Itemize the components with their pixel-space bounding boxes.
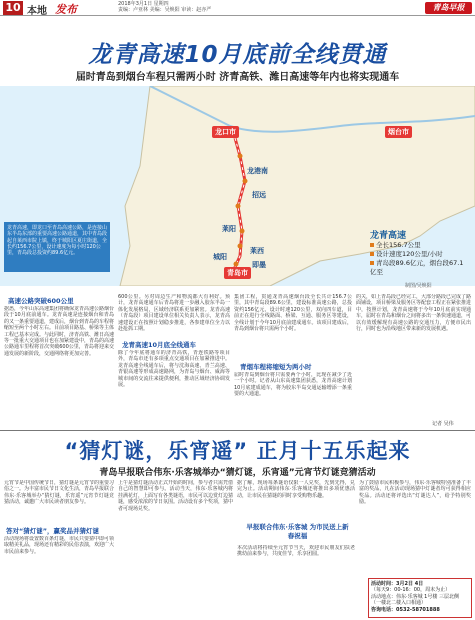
event-phone: 咨询电话：0532-58701888 xyxy=(371,606,440,613)
article-column: 元宵节是中国传统节日，猜灯谜是元宵节的重要习俗之一。为丰富市民节日文化生活，青岛早报联合伟东·乐客城举办“猜灯谜，乐宵遥”元宵节灯谜竞猜活动，诚邀广大市民读者朋友参与。 xyxy=(4,480,114,506)
subheading: 早报联合伟东·乐客城 为市民送上新春祝福 xyxy=(246,523,349,540)
header-proof: 审读：赵亦严 xyxy=(181,7,212,13)
city-label-qingdao: 青岛市 xyxy=(224,267,251,279)
divider xyxy=(0,430,475,431)
event-info-box xyxy=(368,578,472,618)
article-column: 据悉，今年山东高速集团将确保龙青高速公路烟台段于10月底前通车。龙青高速是连接烟台和青岛的又一条重要通道，建成后，烟台到青岛的车程将缩短至两个小时左右。目前项目路基、桥梁等主体工程已基本完成。与此同时，济青高铁、潍日高速等一批重大交通项目也在加紧建设中，青岛的高速公路通车里程将首次突破600公里，青岛将迎来交通发展的新阶段，交通网络将更加完善。 xyxy=(4,306,114,357)
town-dot xyxy=(243,179,248,184)
bullet-icon xyxy=(370,243,374,247)
town-dot xyxy=(236,204,241,209)
newspaper-logo: 青岛早报 xyxy=(425,2,472,14)
main-headline: 龙青高速10月底前全线贯通 xyxy=(88,42,387,68)
event-time: 活动时间：3月2日 4日 xyxy=(371,581,424,587)
article-column: 集团工程，贯通龙青高速烟台段全长共计156.7公里，其中青岛段89.6公里，建设标准高速公路，总投资约156亿元，设计时速120公里，双向四车道，目前正在进行全线路面、桥梁、互通、服务区等建设，全线计划于今年10月底前建成通车。该项目建成后，青岛到烟台将只需两个小时。 xyxy=(234,294,352,333)
second-subhead: 青岛早报联合伟东·乐客城举办“猜灯谜，乐宵遥”元宵节灯谜竞猜活动 xyxy=(99,468,376,478)
town-label: 莱阳 xyxy=(222,225,236,233)
header-date: 2018年3月1日 星期四 xyxy=(118,1,169,7)
map-caption: 制图/吴焕阳 xyxy=(405,283,432,289)
town-label: 即墨 xyxy=(252,261,266,269)
town-label: 城阳 xyxy=(213,253,227,261)
town-label: 莱西 xyxy=(250,247,264,255)
main-subhead: 届时青岛到烟台车程只需两小时 济青高铁、潍日高速等年内也将实现通车 xyxy=(75,72,400,83)
town-dot xyxy=(240,229,245,234)
info-row: 设计速度120公里/小时 xyxy=(370,250,468,259)
event-place: 活动地点：伟东·乐客城 1号楼 三层北侧 xyxy=(371,593,459,600)
second-headline: “猜灯谜，乐宵遥” 正月十五乐起来 xyxy=(64,439,411,463)
article-column: 为了鼓励市民积极参与，伟东·乐客城特别准备了丰富的奖品，凡在活动现场猜中灯谜者均可获得相应奖品。活动还将评选出“灯谜达人”，给予特别奖励。 xyxy=(359,480,471,506)
city-label-yantai: 烟台市 xyxy=(385,126,412,138)
info-row: 青岛段89.6亿元，烟台段67.1亿至 xyxy=(370,259,464,276)
highway-info-box xyxy=(370,228,468,282)
town-label: 招远 xyxy=(252,191,266,199)
event-time-note: （每天9：00-16：00，周末为止） xyxy=(371,587,451,594)
article-column: 届时青岛到烟台将只需要两个小时，比现在减少了近一个小时。记者从山东高速集团获悉，龙青高速计划10月底建成通车，将为胶东半岛交通运输增添一条重要的大通道。 xyxy=(234,372,352,398)
map-left-note: 龙青高速，即龙口至青岛高速公路，是连接山东半岛东部的重要高速公路通道，其中青岛段起自莱西市院上镇，终于城阳区夏庄街道，全长约156.7公里，设计速度为每小时120公里，青岛段总投资约89.6亿元。 xyxy=(4,222,110,272)
event-place-note: （一楼北二楼入口相通） xyxy=(371,600,427,607)
byline: 记者 吴伟 xyxy=(432,421,454,427)
header-info xyxy=(118,1,211,13)
article-column: 本次活动将持续至元宵节当天，欢迎市民朋友们扶老携幼前来参与，共度佳节，乐享团圆。 xyxy=(237,545,355,558)
article-column: 除了今年底将通车的济青高铁，青连铁路等项目外，青岛市还有多项重点交通项目在加紧推进中。龙青高速全线通车后，将与沈海高速、青兰高速、青银高速等形成高速路网，为青岛与烟台、威海等城市间的交流往来提供便利，推动区域经济协调发展。 xyxy=(118,350,230,389)
info-row: 全长156.7公里 xyxy=(370,241,468,250)
town-label: 龙港南 xyxy=(247,167,268,175)
subheading: 青烟车程将缩短为两小时 xyxy=(240,363,312,371)
section-name: 本地 xyxy=(27,6,47,17)
bullet-icon xyxy=(370,261,374,265)
article-column: 600公里。另对周边生产和物流都大有利好。预计，龙青高速通车后青岛将进一步融入胶东半岛一体化发展格局，区域经济联系更加紧密。龙青高速（青岛段）项目建设单位相关负责人表示，龙青高速建设正在按照计划稳步推进，各参建单位全力以赴抢抓工期。 xyxy=(118,294,230,333)
article-column: 活动现场将设置数百条灯谜，市民只要猜中即可领取精美礼品，现场还有精彩的民俗表演，欢迎广大市民前来参与。 xyxy=(4,536,114,555)
section-highlight: 发布 xyxy=(55,3,77,16)
subheading: 答对“猜灯谜”，赢奖品并猜灯谜 xyxy=(6,527,100,535)
bullet-icon xyxy=(370,252,374,256)
article-column: 上午是猜灯谜活动正式开始的时间，参与者只需凭借自己的智慧即可参与。活动当天，伟东·乐客城内将挂满花灯，上面写有各类谜语，市民可以边赏灯边猜谜，感受浓浓的节日氛围。活动设有多个奖项，猜中者可现场兑奖。 xyxy=(118,480,233,512)
subheading: 高速公路突破600公里 xyxy=(8,297,74,305)
city-label-longkou: 龙口市 xyxy=(212,126,239,138)
town-dot xyxy=(238,154,243,159)
article-column: 的关，如上青岛段已经完工，大部分路段已完成了路面铺设，项目桥梁及服务区等配套工程正在紧张推进中，按照计划，龙青高速将于今年10月底前实现通车，届时在青岛和烟台之间将多出一条快速通道，可以有效缓解现有高速公路的交通压力，方便市民出行，同时也为沿线地区带来新的发展机遇。 xyxy=(356,294,471,333)
subheading: 龙青高速10月底全线通车 xyxy=(122,341,197,349)
page-number: 10 xyxy=(3,1,23,15)
header-editor: 责编：卢亚林 美编：吴焕阳 xyxy=(118,7,180,13)
town-dot xyxy=(238,244,243,249)
town-dot xyxy=(234,262,239,267)
article-column: 据了解，现场每条谜语仅限一人兑奖，先到先得，兑完为止。活动期间伟东·乐客城还将推出多项优惠活动，让市民在猜谜的同时享受购物乐趣。 xyxy=(237,480,355,499)
info-title: 龙青高速 xyxy=(370,231,407,241)
